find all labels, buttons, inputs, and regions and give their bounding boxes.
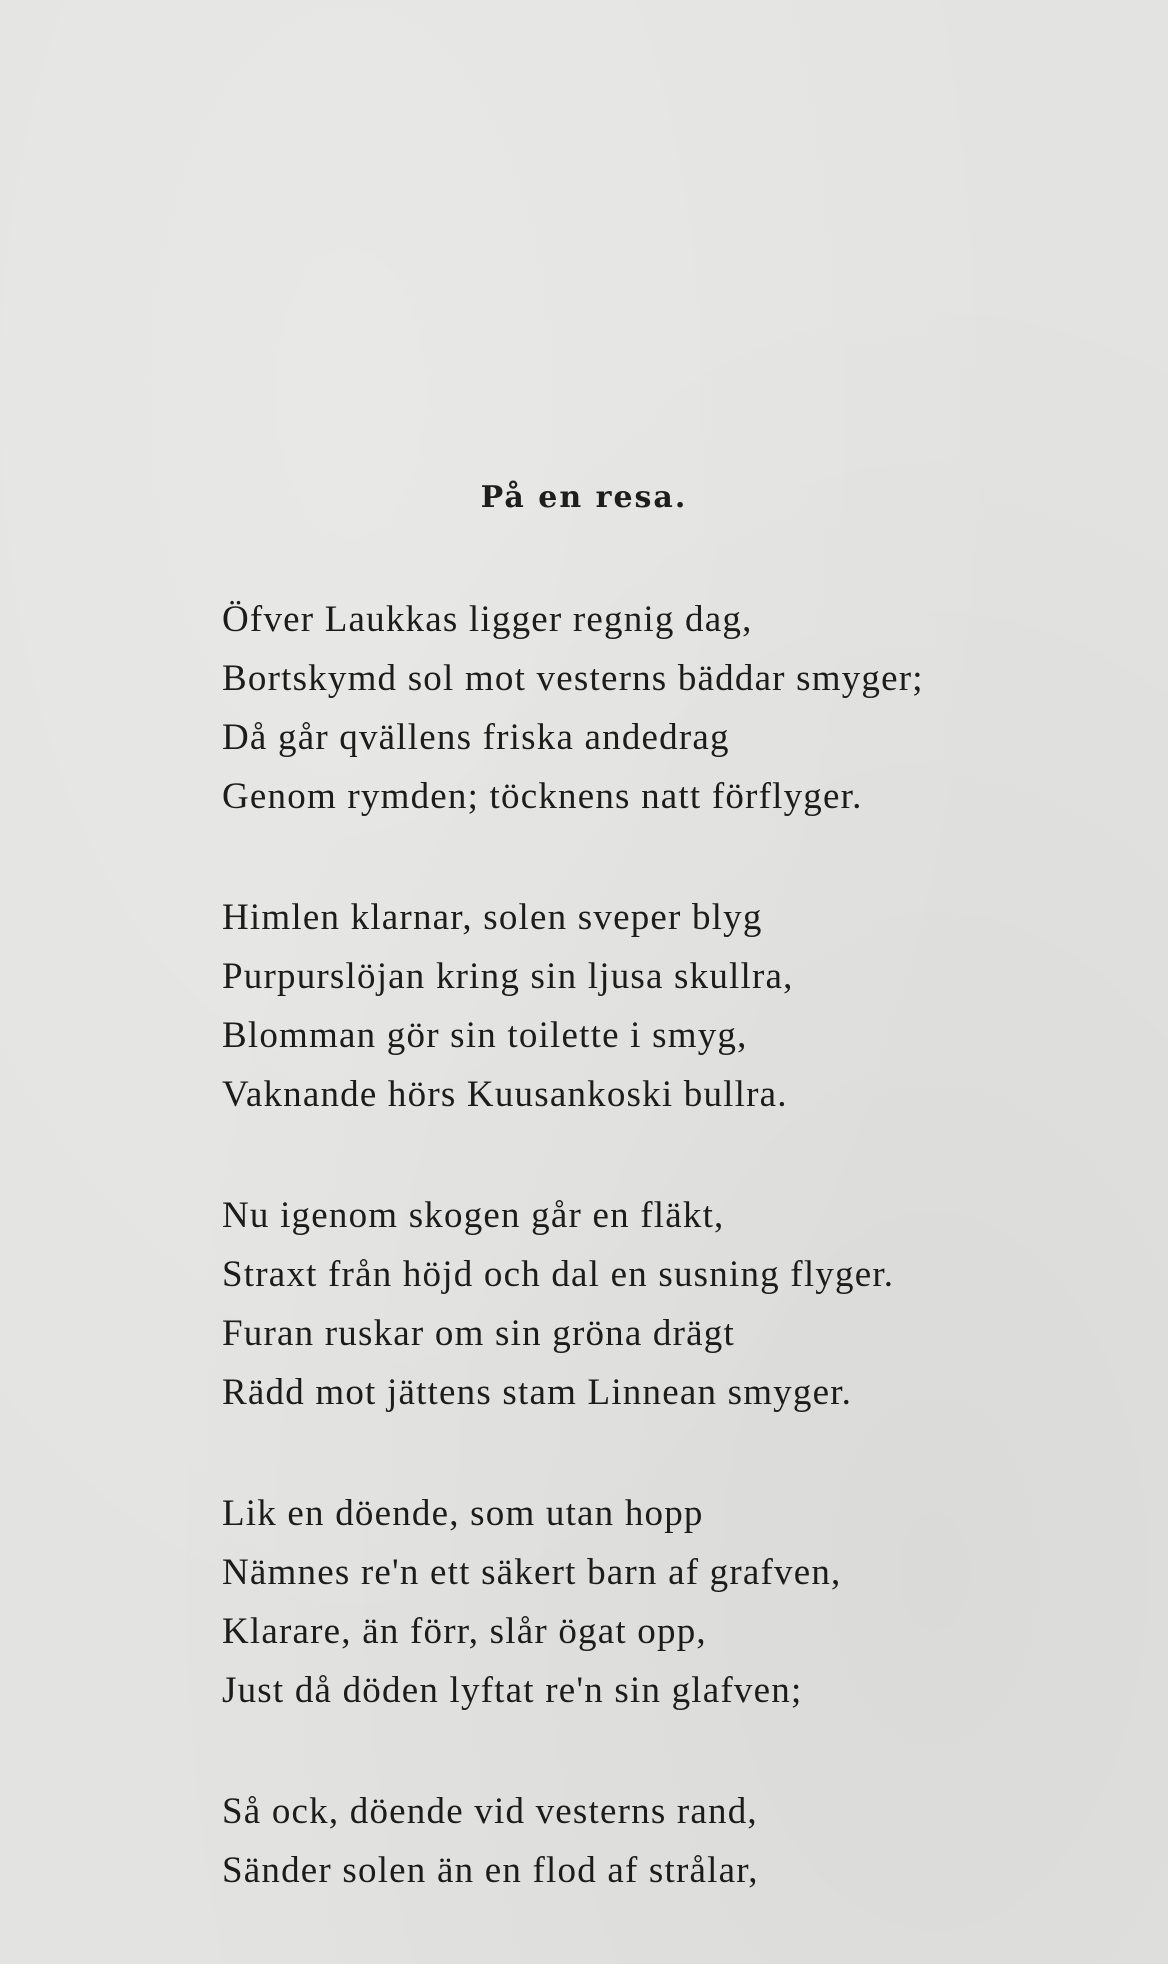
poem-line: Så ock, döende vid vesterns rand, bbox=[222, 1791, 758, 1832]
stanza-5 bbox=[222, 1782, 1102, 1900]
poem-body bbox=[222, 590, 1102, 1962]
poem-line: Genom rymden; töcknens natt förflyger. bbox=[222, 776, 863, 817]
stanza-4 bbox=[222, 1484, 1102, 1720]
poem-line: Nu igenom skogen går en fläkt, bbox=[222, 1195, 725, 1236]
poem-line: Straxt från höjd och dal en susning flyger. bbox=[222, 1254, 895, 1295]
poem-line: Rädd mot jättens stam Linnean smyger. bbox=[222, 1372, 853, 1413]
poem-line: Furan ruskar om sin gröna drägt bbox=[222, 1313, 735, 1354]
poem-line: Just då döden lyftat re'n sin glafven; bbox=[222, 1670, 803, 1711]
poem-line: Blomman gör sin toilette i smyg, bbox=[222, 1015, 748, 1056]
poem-title: På en resa. bbox=[480, 480, 688, 515]
poem-line: Himlen klarnar, solen sveper blyg bbox=[222, 897, 763, 938]
stanza-3 bbox=[222, 1186, 1102, 1422]
stanza-1 bbox=[222, 590, 1102, 826]
poem-line: Öfver Laukkas ligger regnig dag, bbox=[222, 599, 753, 640]
poem-line: Bortskymd sol mot vesterns bäddar smyger; bbox=[222, 658, 924, 699]
poem-line: Då går qvällens friska andedrag bbox=[222, 717, 730, 758]
poem-line: Klarare, än förr, slår ögat opp, bbox=[222, 1611, 707, 1652]
poem-line: Sänder solen än en flod af strålar, bbox=[222, 1850, 759, 1891]
poem-line: Vaknande hörs Kuusankoski bullra. bbox=[222, 1074, 788, 1115]
poem-line: Nämnes re'n ett säkert barn af grafven, bbox=[222, 1552, 842, 1593]
poem-line: Purpurslöjan kring sin ljusa skullra, bbox=[222, 956, 794, 997]
stanza-2 bbox=[222, 888, 1102, 1124]
poem-line: Lik en döende, som utan hopp bbox=[222, 1493, 704, 1534]
